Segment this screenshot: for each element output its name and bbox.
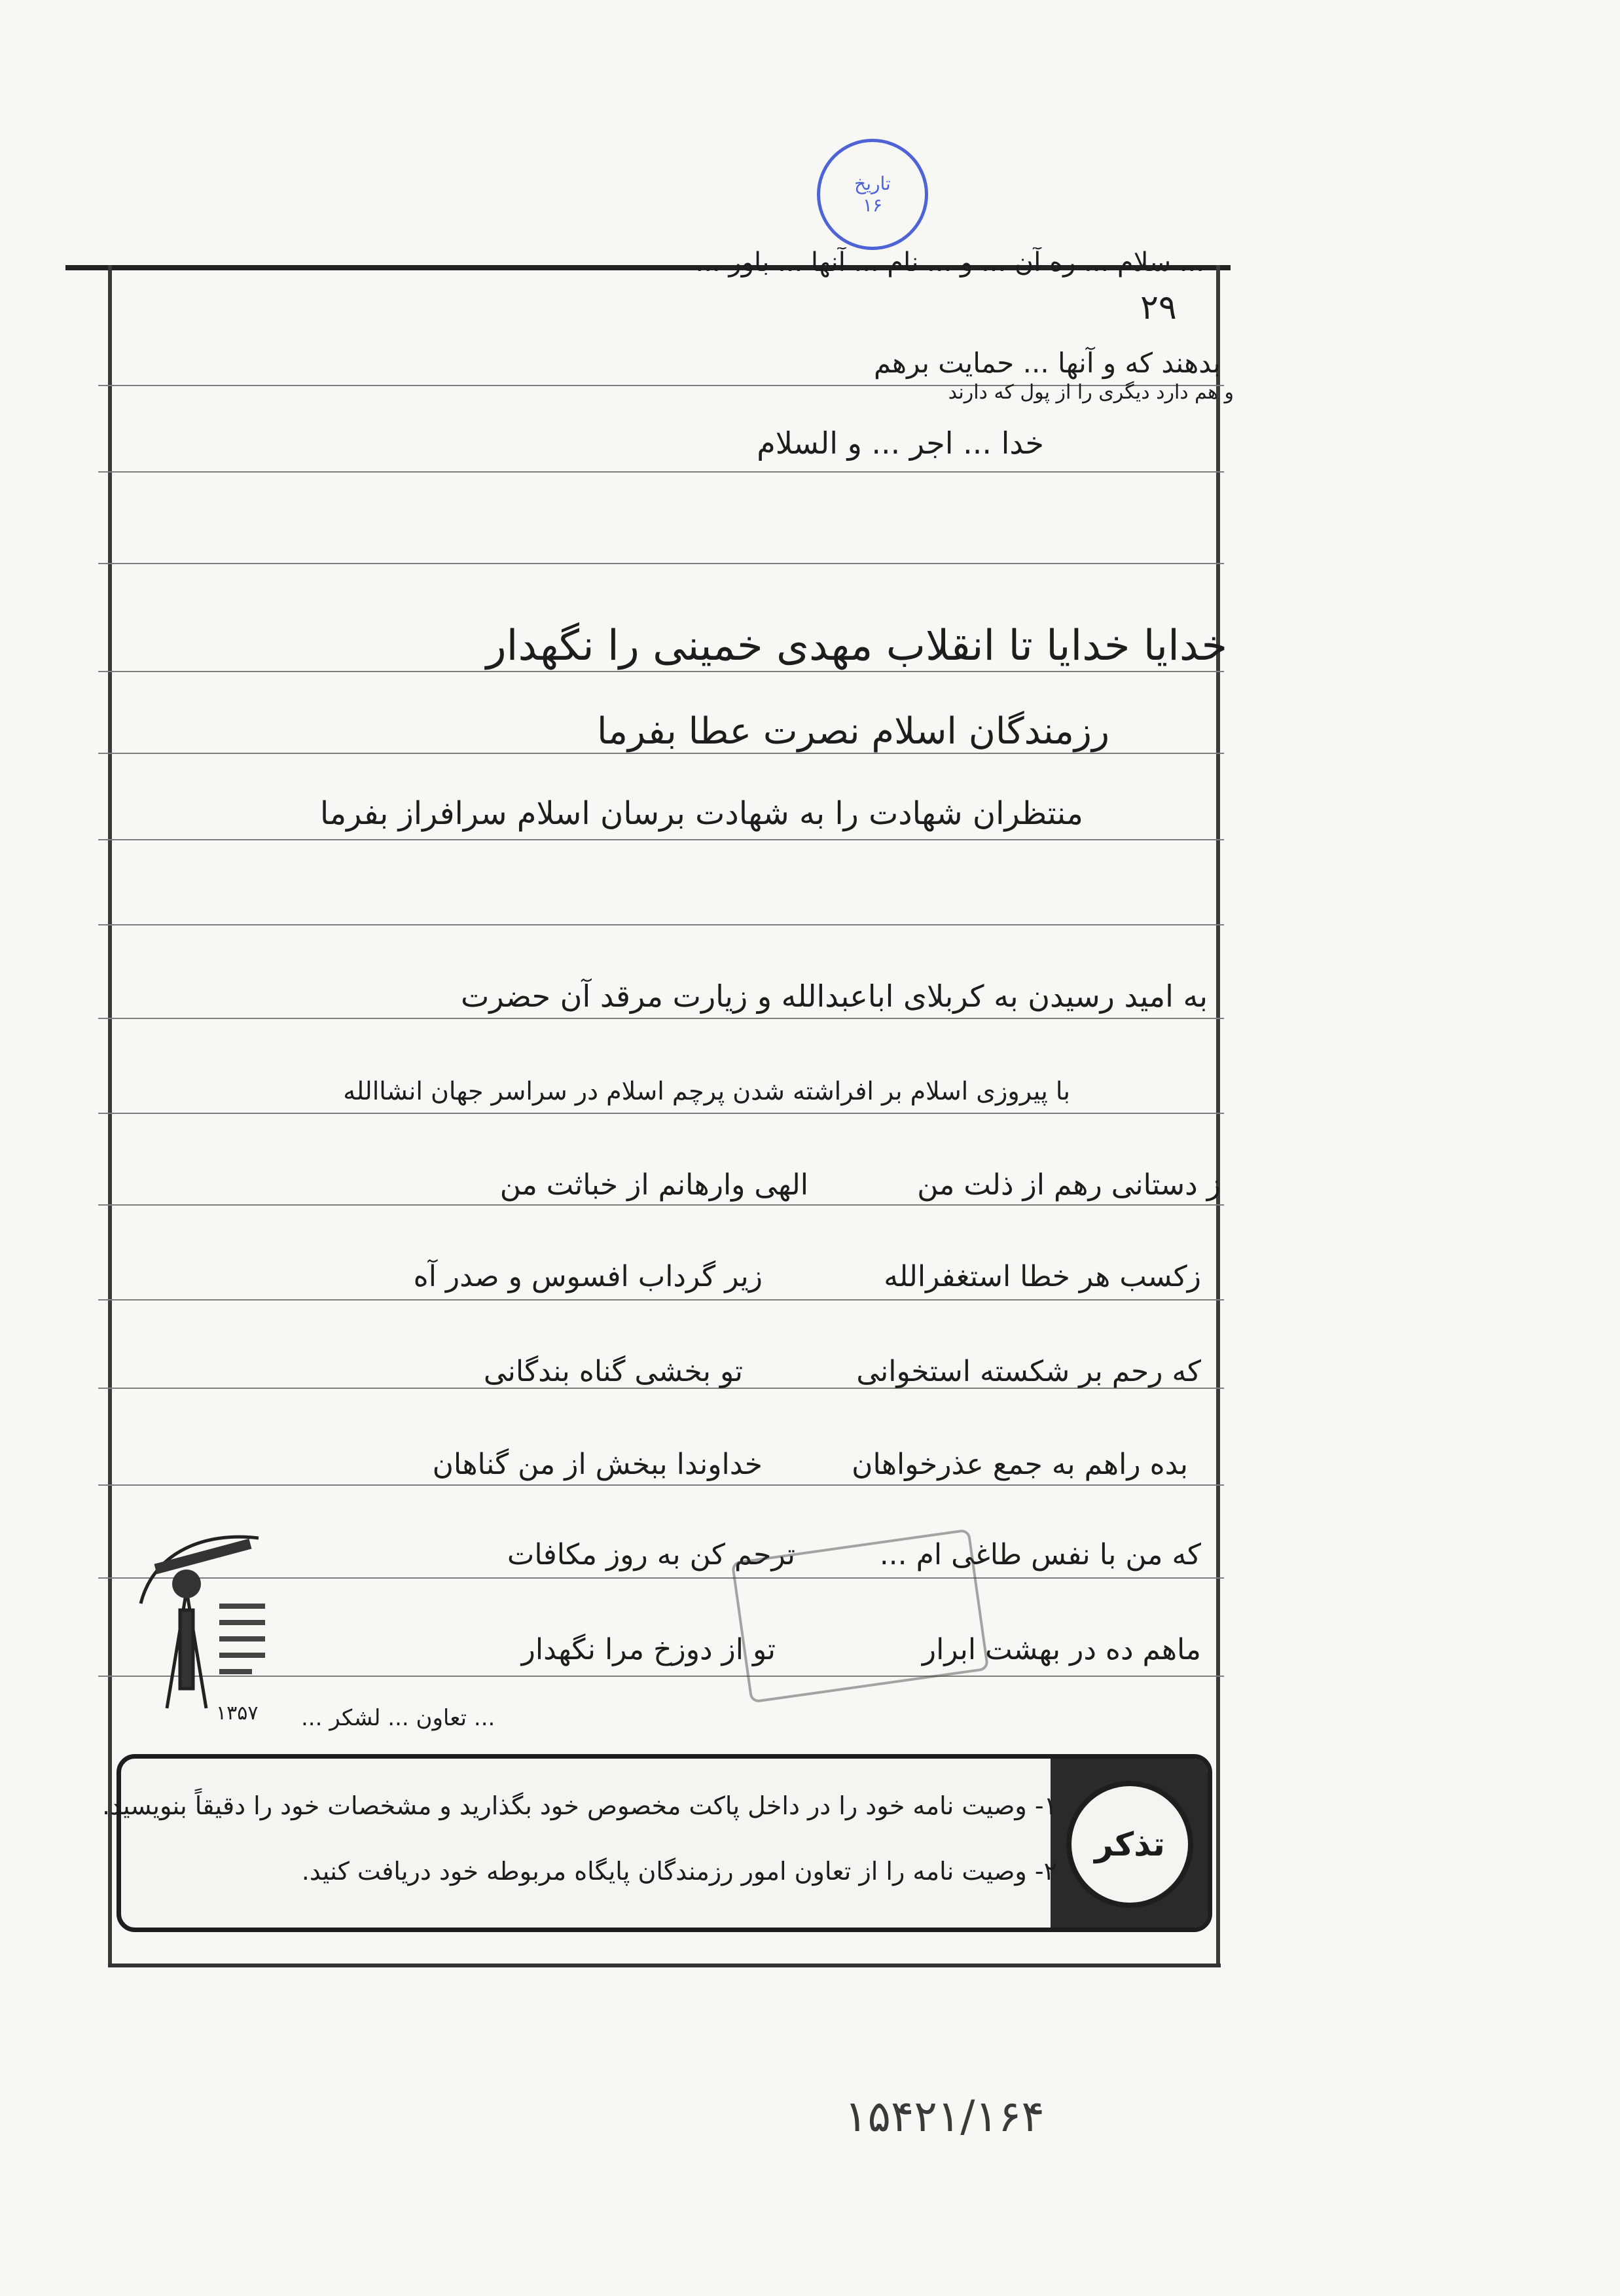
poem-line: که من با نفس طاغی ام ...	[879, 1538, 1201, 1571]
ruled-line	[98, 1299, 1224, 1300]
ruled-line	[98, 563, 1224, 564]
form-left-border	[108, 265, 112, 1967]
ruled-line	[98, 1018, 1224, 1019]
handwritten-line: با پیروزی اسلام بر افراشته شدن پرچم اسلام در سراسر جهان انشاالله	[343, 1077, 1070, 1105]
emblem-year: ۱۳۵۷	[216, 1702, 259, 1725]
reminder-badge	[1066, 1781, 1193, 1908]
reminder-box	[102, 1754, 1212, 1932]
form-bottom-border	[108, 1964, 1221, 1967]
poem-line: که رحم بر شکسته استخوانی	[856, 1355, 1201, 1388]
poem-line: الهی وارهانم از خباثت من	[499, 1168, 808, 1202]
form-right-border	[1216, 265, 1220, 1967]
stamp-line-2: ۱۶	[862, 194, 883, 216]
ruled-line	[98, 671, 1224, 672]
top-header-text: ... سلام ... ره آن ... و ... نام ... آنها ... باور ...	[695, 247, 1204, 278]
page-number: ۲۹	[1140, 288, 1177, 327]
handwritten-line: بدهند که و آنها ... حمایت برهم	[873, 347, 1221, 379]
handwritten-line: خدایا خدایا تا انقلاب مهدی خمینی را نگهدار	[486, 622, 1227, 670]
poem-line: زیر گرداب افسوس و صدر آه	[413, 1260, 763, 1293]
poem-line: بده راهم به جمع عذرخواهان	[852, 1448, 1188, 1481]
handwritten-line: رزمندگان اسلام نصرت عطا بفرما	[596, 710, 1109, 753]
poem-line: ترحم کن به روز مکافات	[507, 1538, 795, 1571]
handwritten-line: به امید رسیدن به کربلای اباعبدالله و زیارت مرقد آن حضرت	[461, 978, 1208, 1014]
poem-line: تو بخشی گناه بندگانی	[483, 1355, 743, 1388]
ruled-line	[98, 471, 1224, 473]
poem-line: خداوندا ببخش از من گناهان	[432, 1448, 763, 1481]
ruled-line	[98, 839, 1224, 840]
archive-number: ۱۵۴۲۱/۱۶۴	[844, 2091, 1045, 2142]
archive-stamp	[817, 139, 928, 250]
handwritten-line: و هم دارد دیگری را از پول که دارند	[948, 381, 1234, 404]
emblem-logo	[128, 1512, 278, 1721]
poem-line: تو از دوزخ مرا نگهدار	[521, 1633, 776, 1666]
handwritten-line: منتظران شهادت را به شهادت برسان اسلام سرافراز بفرما	[319, 795, 1083, 832]
ruled-line	[98, 1204, 1224, 1206]
ruled-line	[98, 1484, 1224, 1486]
handwritten-line: خدا ... اجر ... و السلام	[757, 425, 1044, 461]
poem-line: ز دستانی رهم از ذلت من	[917, 1168, 1221, 1202]
stamp-line-1: تاریخ	[854, 173, 891, 194]
poem-line: ماهم ده در بهشت ابرار	[922, 1633, 1201, 1666]
ruled-line	[98, 753, 1224, 754]
signature-footer-text: ... تعاون ... لشکر ...	[301, 1705, 495, 1731]
reminder-badge-label: تذکر	[1094, 1825, 1165, 1863]
ruled-line	[98, 1113, 1224, 1114]
reminder-item-2: ۲- وصیت نامه را از تعاون امور رزمندگان پایگاه مربوطه خود دریافت کنید.	[301, 1857, 1057, 1886]
poem-line: زکسب هر خطا استغفرالله	[884, 1260, 1201, 1293]
reminder-item-1: ۱- وصیت نامه خود را در داخل پاکت مخصوص خود بگذارید و مشخصات خود را دقیقاً بنویسید.	[102, 1791, 1057, 1820]
ruled-line	[98, 924, 1224, 925]
